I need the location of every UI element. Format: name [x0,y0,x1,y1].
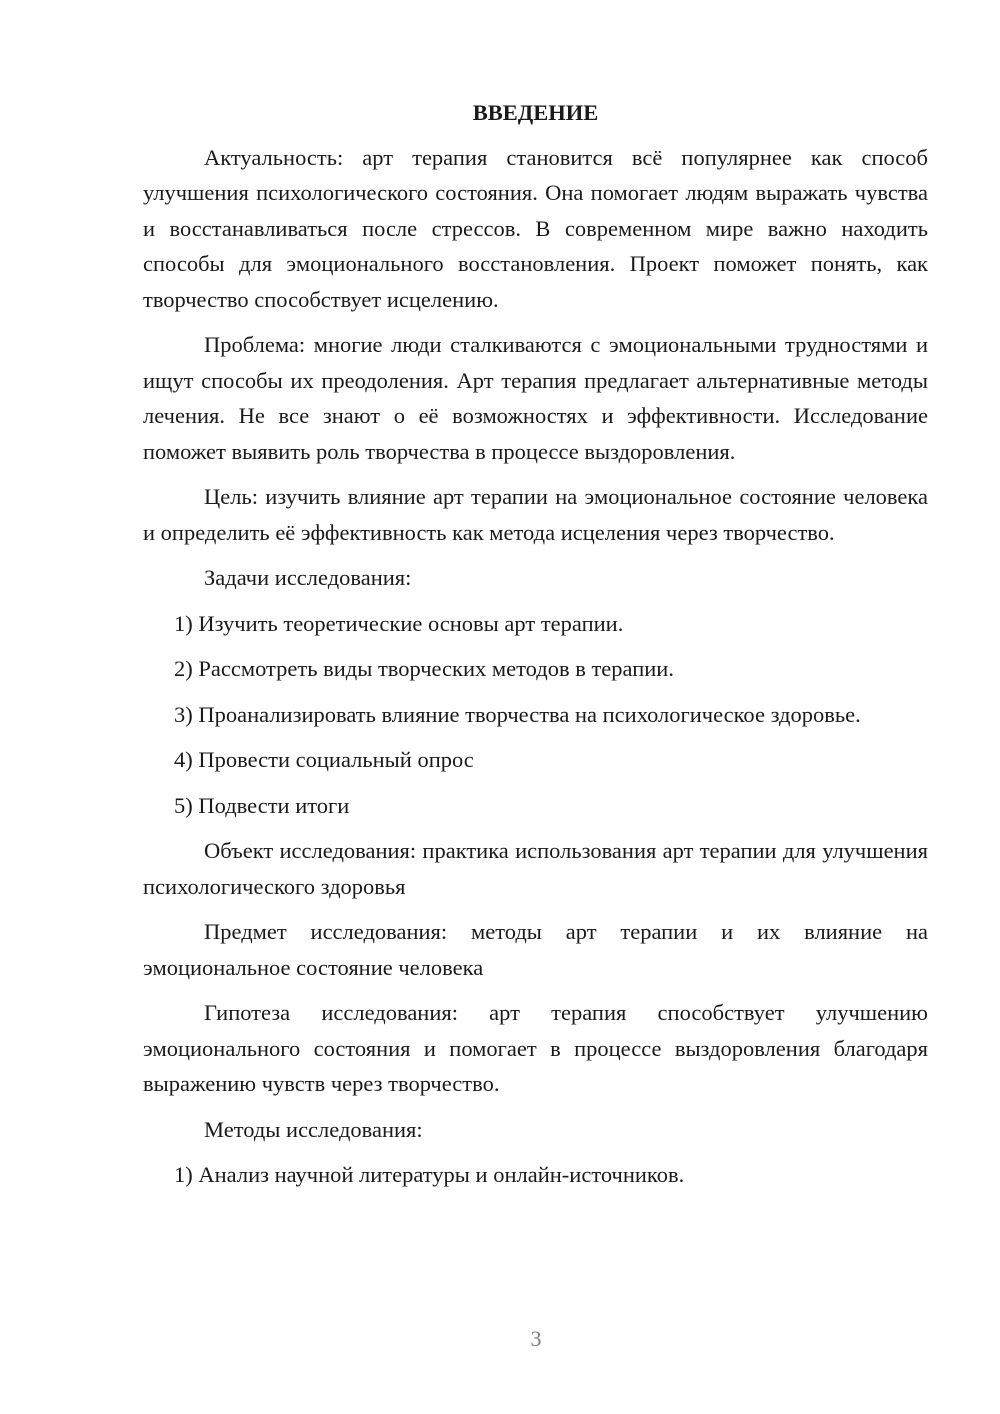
page-title: ВВЕДЕНИЕ [472,100,599,125]
object-paragraph: Объект исследования: практика использования арт терапии для улучшения психологического здоровья [143,838,928,899]
method-item-1: 1) Анализ научной литературы и онлайн-источников. [174,1162,685,1187]
goal-paragraph: Цель: изучить влияние арт терапии на эмоциональное состояние человека и определить её эффективность как метода исцеления через творчество. [143,484,928,545]
problem-paragraph: Проблема: многие люди сталкиваются с эмоциональными трудностями и ищут способы их преодоления. Арт терапия предлагает альтернативные методы лечения. Не все знают о её возможностях и эффективности. Исследование поможет выявить роль творчества в процессе выздоровления. [143,332,928,464]
task-item-1: 1) Изучить теоретические основы арт терапии. [174,610,624,636]
document-page [143,95,928,1203]
task-item-2: 2) Рассмотреть виды творческих методов в терапии. [174,656,674,681]
hypothesis-paragraph: Гипотеза исследования: арт терапия способствует улучшению эмоционального состояния и помогает в процессе выздоровления благодаря выражению чувств через творчество. [143,1000,928,1096]
relevance-paragraph: Актуальность: арт терапия становится всё популярнее как способ улучшения психологического состояния. Она помогает людям выражать чувства и восстанавливаться после стрессов. В современном мире важно находить способы для эмоционального восстановления. Проект поможет понять, как творчество способствует исцелению. [143,144,928,312]
task-item-4: 4) Провести социальный опрос [174,747,474,772]
page-number: 3 [530,1326,542,1351]
methods-heading: Методы исследования: [204,1116,423,1142]
task-item-3: 3) Проанализировать влияние творчества на психологическое здоровье. [174,701,861,727]
task-item-5: 5) Подвести итоги [174,792,350,818]
subject-paragraph: Предмет исследования: методы арт терапии и их влияние на эмоциональное состояние человека [143,919,928,980]
tasks-heading: Задачи исследования: [204,565,412,590]
